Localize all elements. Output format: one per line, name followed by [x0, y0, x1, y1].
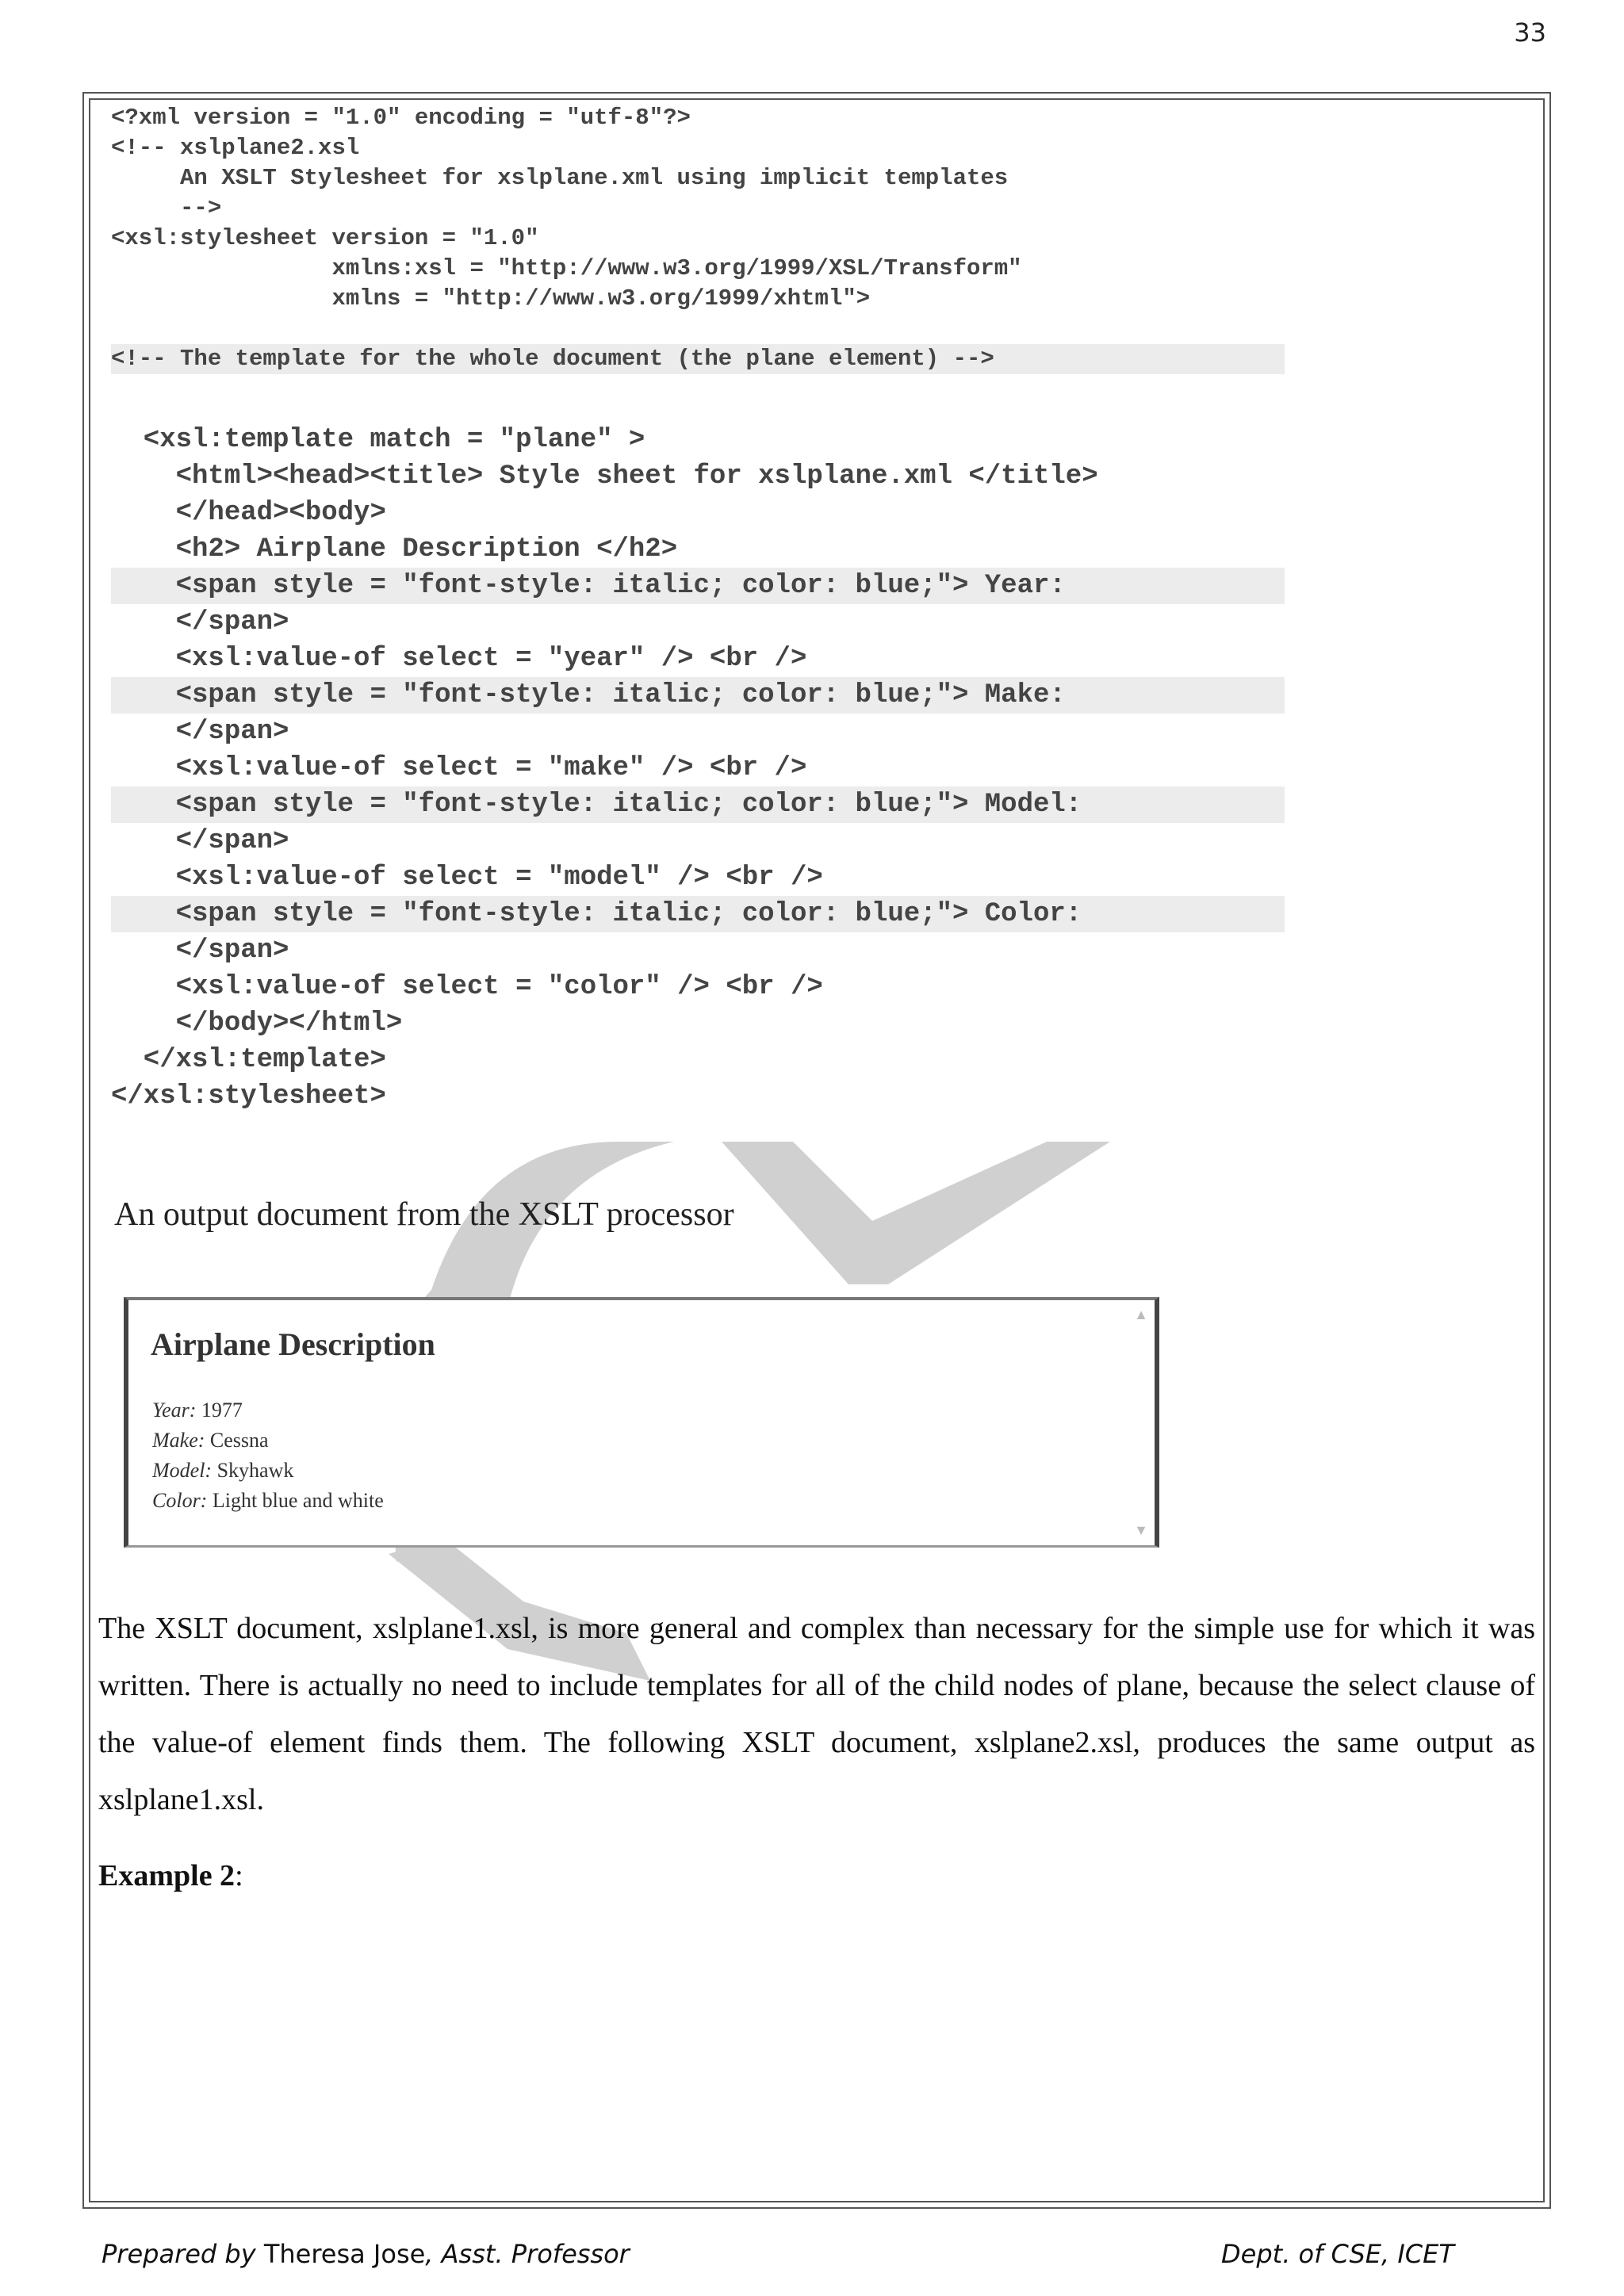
field-label: Year: [152, 1399, 197, 1422]
field-label: Color: [152, 1489, 208, 1512]
code-line: <?xml version = "1.0" encoding = "utf-8"?> [111, 105, 691, 131]
example-label: Example 2 [98, 1859, 236, 1892]
code-line: <xsl:value-of select = "color" /> <br /> [111, 972, 823, 1002]
code-line: </span> [111, 717, 289, 747]
output-field-year [152, 1395, 384, 1425]
code-line: </xsl:template> [111, 1045, 386, 1075]
field-label: Model: [152, 1459, 213, 1482]
code-line: <span style = "font-style: italic; color: blue;"> Model: [111, 786, 1285, 823]
field-label: Make: [152, 1429, 205, 1452]
output-field-model [152, 1456, 384, 1486]
scroll-up-icon[interactable]: ▲ [1134, 1307, 1148, 1322]
body-paragraph: The XSLT document, xslplane1.xsl, is more general and complex than necessary for the simple use for which it was written. There is actually no need to include templates for all of the child nodes of plane, because the select clause of the value-of element finds them. The following XSLT document, xslplane2.xsl, produces the same output as xslplane1.xsl. [98, 1612, 1535, 1816]
footer-author-title: , Asst. Professor [425, 2239, 630, 2269]
footer-author-name: Theresa Jose [263, 2239, 426, 2269]
footer-prepared-by: Prepared by [102, 2239, 256, 2269]
code-line: <span style = "font-style: italic; color: blue;"> Year: [111, 568, 1285, 604]
field-value: Light blue and white [212, 1489, 384, 1512]
code-line: <xsl:template match = "plane" > [111, 425, 645, 455]
footer-department: Dept. of CSE, ICET [1221, 2239, 1454, 2269]
code-line: </xsl:stylesheet> [111, 1081, 386, 1112]
figure-caption: An output document from the XSLT processor [114, 1196, 734, 1233]
code-line: <h2> Airplane Description </h2> [111, 534, 678, 564]
field-value: 1977 [201, 1399, 243, 1422]
output-heading: Airplane Description [151, 1326, 435, 1362]
output-field-make [152, 1425, 384, 1456]
code-line: <xsl:value-of select = "year" /> <br /> [111, 644, 807, 674]
output-fields [152, 1395, 384, 1516]
code-line: <span style = "font-style: italic; color: blue;"> Make: [111, 677, 1285, 714]
code-line: --> [111, 195, 222, 221]
code-line: </span> [111, 826, 289, 856]
watermark-check-shape [722, 1142, 1110, 1284]
code-line: <!-- The template for the whole document (the plane element) --> [111, 344, 1285, 374]
code-line: </body></html> [111, 1008, 403, 1039]
output-window [124, 1297, 1159, 1548]
code-line: <xsl:stylesheet version = "1.0" [111, 225, 539, 251]
page-number: 33 [1514, 17, 1546, 48]
code-line: <html><head><title> Style sheet for xslplane.xml </title> [111, 461, 1098, 492]
scroll-down-icon[interactable]: ▼ [1134, 1522, 1148, 1538]
code-line: <xsl:value-of select = "make" /> <br /> [111, 753, 807, 783]
footer-author [102, 2239, 630, 2269]
example-heading [98, 1858, 243, 1893]
code-line: <span style = "font-style: italic; color: blue;"> Color: [111, 896, 1285, 932]
code-line: An XSLT Stylesheet for xslplane.xml using implicit templates [111, 165, 1009, 191]
code-line: <xsl:value-of select = "model" /> <br /> [111, 863, 823, 893]
field-value: Skyhawk [216, 1459, 294, 1482]
code-line: xmlns:xsl = "http://www.w3.org/1999/XSL/Transform" [111, 255, 1022, 281]
code-listing-header [111, 103, 1285, 374]
code-listing-template [111, 422, 1285, 1115]
code-line: </head><body> [111, 498, 386, 528]
example-colon: : [235, 1859, 243, 1892]
code-line [111, 314, 1285, 344]
code-line: xmlns = "http://www.w3.org/1999/xhtml"> [111, 285, 871, 312]
code-line: </span> [111, 936, 289, 966]
field-value: Cessna [209, 1429, 269, 1452]
code-line: <!-- xslplane2.xsl [111, 135, 360, 161]
output-field-color [152, 1486, 384, 1516]
code-line: </span> [111, 607, 289, 637]
